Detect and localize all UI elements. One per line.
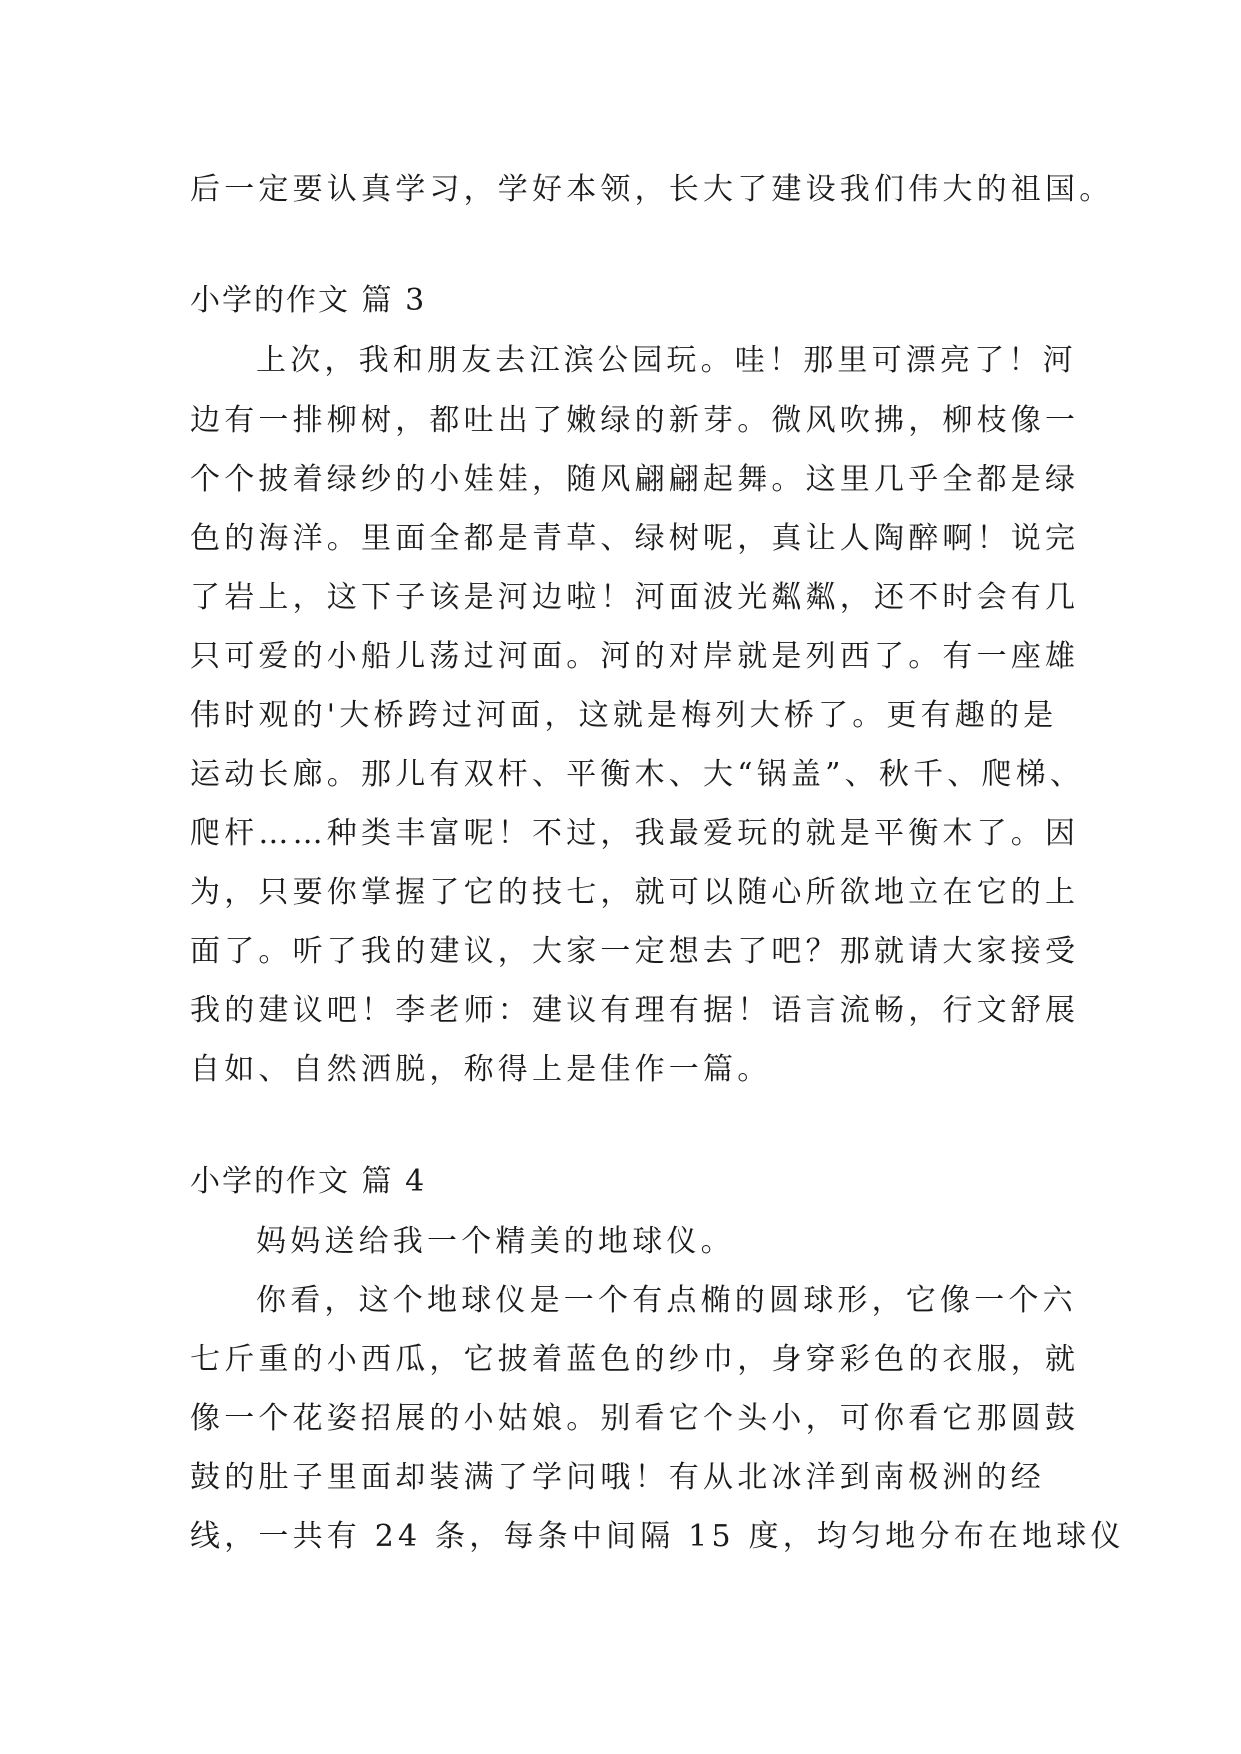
paragraph-line: 了岩上，这下子该是河边啦！河面波光粼粼，还不时会有几 [190,580,1080,615]
paragraph-line: 只可爱的小船儿荡过河面。河的对岸就是列西了。有一座雄 [190,639,1080,674]
paragraph-line: 边有一排柳树，都吐出了嫩绿的新芽。微风吹拂，柳枝像一 [190,403,1080,438]
section-heading-3: 小学的作文 篇 3 [190,283,427,318]
paragraph-line: 七斤重的小西瓜，它披着蓝色的纱巾，身穿彩色的衣服，就 [190,1342,1080,1377]
paragraph-line: 爬杆……种类丰富呢！不过，我最爱玩的就是平衡木了。因 [190,816,1080,851]
paragraph-line: 后一定要认真学习，学好本领，长大了建设我们伟大的祖国。 [190,172,1114,207]
paragraph-line: 面了。听了我的建议，大家一定想去了吧？那就请大家接受 [190,934,1080,969]
paragraph-line: 个个披着绿纱的小娃娃，随风翩翩起舞。这里几乎全都是绿 [190,462,1080,497]
paragraph-line: 鼓的肚子里面却装满了学问哦！有从北冰洋到南极洲的经 [190,1460,1045,1495]
paragraph-line: 妈妈送给我一个精美的地球仪。 [256,1224,735,1259]
paragraph-line: 伟时观的'大桥跨过河面，这就是梅列大桥了。更有趣的是 [190,698,1058,733]
paragraph-line: 为，只要你掌握了它的技七，就可以随心所欲地立在它的上 [190,875,1080,910]
paragraph-line: 我的建议吧！李老师：建议有理有据！语言流畅，行文舒展 [190,993,1080,1028]
paragraph-line: 自如、自然洒脱，称得上是佳作一篇。 [190,1052,772,1087]
paragraph-line: 色的海洋。里面全都是青草、绿树呢，真让人陶醉啊！说完 [190,521,1080,556]
paragraph-line: 像一个花姿招展的小姑娘。别看它个头小，可你看它那圆鼓 [190,1401,1080,1436]
paragraph-line: 上次，我和朋友去江滨公园玩。哇！那里可漂亮了！河 [256,343,1077,378]
paragraph-line: 线，一共有 24 条，每条中间隔 15 度，均匀地分布在地球仪 [190,1519,1125,1554]
section-heading-4: 小学的作文 篇 4 [190,1164,427,1199]
paragraph-line: 运动长廊。那儿有双杆、平衡木、大“锅盖”、秋千、爬梯、 [190,757,1085,792]
paragraph-line: 你看，这个地球仪是一个有点椭的圆球形，它像一个六 [256,1283,1077,1318]
